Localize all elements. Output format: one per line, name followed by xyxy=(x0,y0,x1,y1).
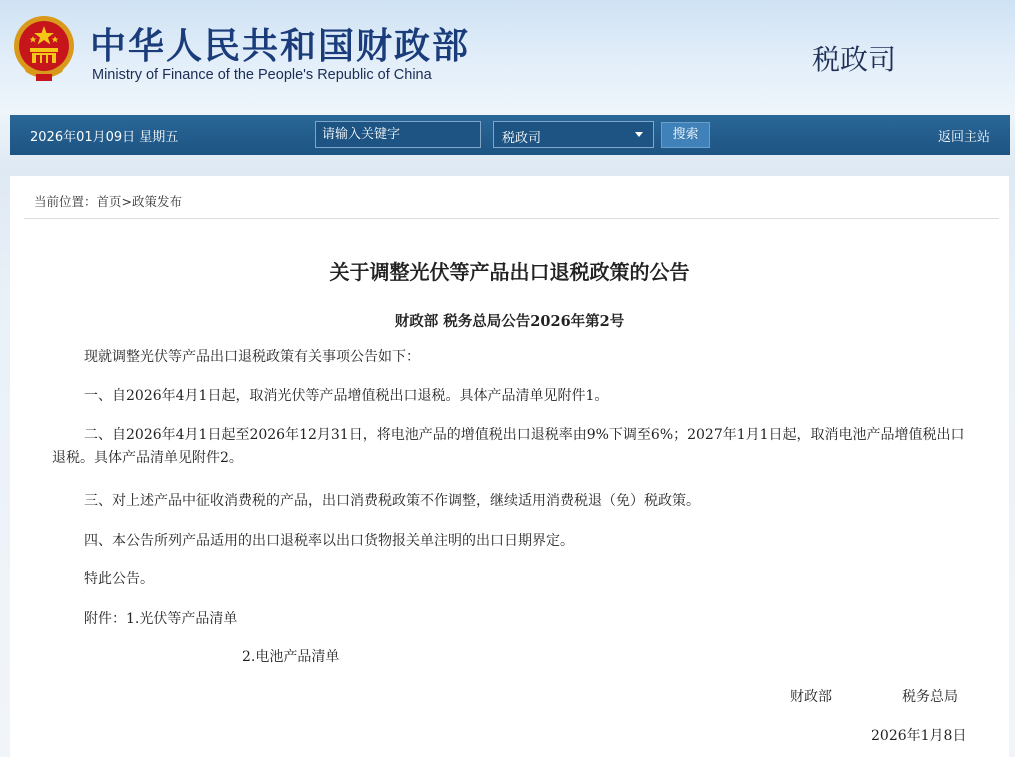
article-paragraph: 三、对上述产品中征收消费税的产品，出口消费税政策不作调整，继续适用消费税退（免）税政策。 xyxy=(84,493,700,509)
ministry-name-cn: 中华人民共和国财政部 xyxy=(90,26,471,67)
attachment-2: 2.电池产品清单 xyxy=(242,649,340,665)
article-subtitle: 财政部 税务总局公告2026年第2号 xyxy=(394,313,625,330)
search-button[interactable]: 搜索 xyxy=(661,122,710,148)
nav-bar xyxy=(10,115,1010,155)
breadcrumb-current[interactable]: 政策发布 xyxy=(132,194,183,209)
article-paragraph: 特此公告。 xyxy=(84,571,154,587)
department-select-value: 税政司 xyxy=(502,131,542,146)
national-emblem-icon xyxy=(12,14,76,84)
signer-mof: 财政部 xyxy=(790,689,832,705)
return-home-link[interactable]: 返回主站 xyxy=(937,130,990,145)
breadcrumb-prefix: 当前位置： xyxy=(34,194,97,209)
attachment-1: 附件：1.光伏等产品清单 xyxy=(84,611,238,627)
content-panel xyxy=(10,176,1009,757)
article-paragraph: 二、自2026年4月1日起至2026年12月31日，将电池产品的增值税出口退税率由9%下调至6%；2027年1月1日起，取消电池产品增值税出口退税。具体产品清单见附件2。 xyxy=(52,427,965,466)
chevron-down-icon xyxy=(635,132,643,137)
breadcrumb-home[interactable]: 首页 xyxy=(96,194,122,209)
signer-sta: 税务总局 xyxy=(902,689,958,705)
department-select[interactable] xyxy=(493,121,654,148)
divider xyxy=(24,218,999,219)
current-date: 2026年01月09日 星期五 xyxy=(30,130,179,145)
ministry-name-en: Ministry of Finance of the People's Republic of China xyxy=(92,67,432,83)
article-paragraph: 现就调整光伏等产品出口退税政策有关事项公告如下： xyxy=(84,349,420,365)
article-paragraph: 一、自2026年4月1日起，取消光伏等产品增值税出口退税。具体产品清单见附件1。 xyxy=(84,388,609,404)
site-header xyxy=(0,0,1015,112)
sign-date: 2026年1月8日 xyxy=(871,728,967,744)
article-paragraph: 四、本公告所列产品适用的出口退税率以出口货物报关单注明的出口日期界定。 xyxy=(84,533,574,549)
breadcrumb xyxy=(34,192,182,210)
breadcrumb-separator: > xyxy=(121,194,133,209)
department-name: 税政司 xyxy=(812,43,897,76)
article-title: 关于调整光伏等产品出口退税政策的公告 xyxy=(329,260,690,284)
search-input[interactable] xyxy=(315,121,481,148)
